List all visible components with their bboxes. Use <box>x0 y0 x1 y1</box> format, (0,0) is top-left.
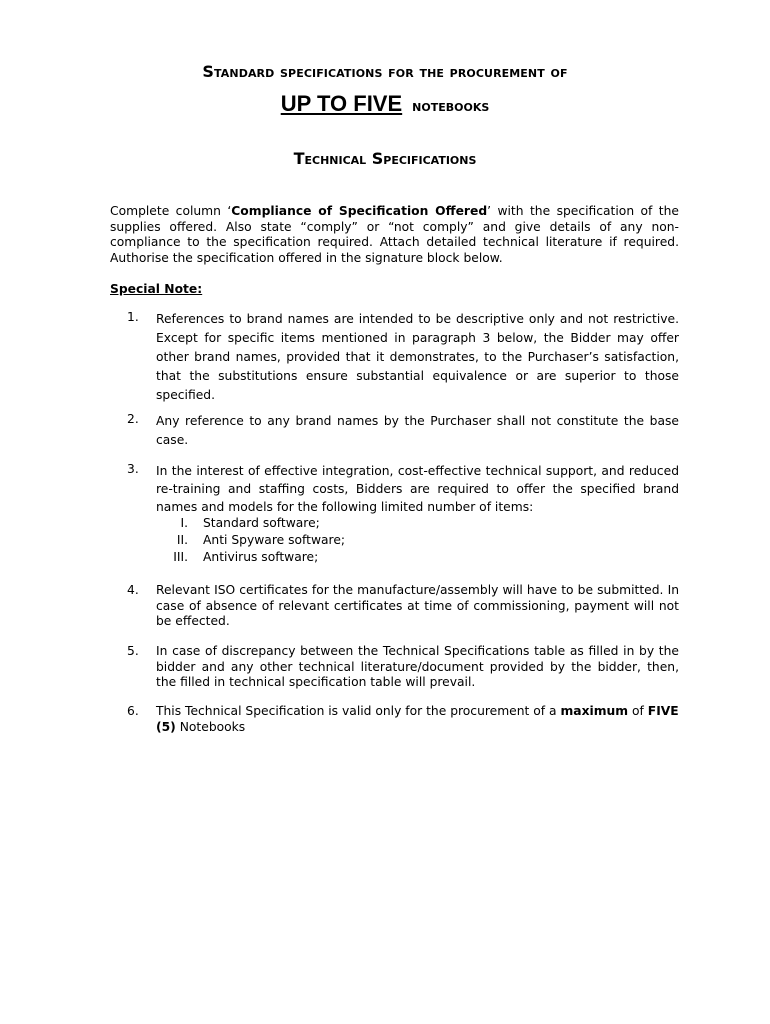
sub-item-number: III. <box>173 550 188 564</box>
sub-item-3 <box>156 550 679 567</box>
note-number: 4. <box>127 583 139 597</box>
section-title: Technical Specifications <box>293 149 477 168</box>
note-bold-quantity: FIVE (5) <box>156 704 679 734</box>
note-text: Any reference to any brand names by the Purchaser shall not constitute the base case. <box>156 414 679 447</box>
note-item-5 <box>110 644 679 691</box>
note-number: 2. <box>127 412 139 426</box>
note-text-start: This Technical Specification is valid only for the procurement of a <box>156 704 561 718</box>
note-number: 6. <box>127 704 139 718</box>
intro-text-rest: ’ with the specification of the supplies offered. Also state “comply” or “not comply” and give details of any non-compliance to the specification required. Attach detailed technical literature if required. Authorise the specification offered in the signature block below. <box>110 204 679 265</box>
sub-item-2 <box>156 533 679 550</box>
document-title: Standard specifications for the procurement of <box>202 62 568 81</box>
note-text: In the interest of effective integration, cost-effective technical support, and reduced re-training and staffing costs, Bidders are required to offer the specified brand names and models for the following limited number of items: <box>156 464 679 514</box>
special-note-heading: Special Note: <box>110 282 203 296</box>
note-number: 1. <box>127 310 139 324</box>
sub-item-1 <box>156 516 679 533</box>
intro-text-start: Complete column ‘ <box>110 204 232 218</box>
note-item-6 <box>110 704 679 735</box>
note-text: In case of discrepancy between the Technical Specifications table as filled in by the bidder and any other technical literature/document provided by the bidder, then, the filled in technical specification table will prevail. <box>156 644 679 690</box>
sub-item-text: Standard software; <box>203 516 320 530</box>
note-text: Relevant ISO certificates for the manufacture/assembly will have to be submitted. In case of absence of relevant certificates at time of commissioning, payment will not be effected. <box>156 583 679 629</box>
document-subtitle <box>0 91 770 116</box>
sub-item-number: I. <box>180 516 188 530</box>
note-text <box>156 704 679 735</box>
sub-item-text: Anti Spyware software; <box>203 533 346 547</box>
note-item-4 <box>110 583 679 630</box>
subtitle-item: notebooks <box>412 97 490 115</box>
intro-paragraph <box>110 204 679 266</box>
note-number: 3. <box>127 462 139 476</box>
note-bold-maximum: maximum <box>560 704 629 718</box>
note-text-mid: of <box>628 704 648 718</box>
note-text: References to brand names are intended to be descriptive only and not restrictive. Except for specific items mentioned in paragraph 3 below, the Bidder may offer other brand names, provided that it demonstrates, to the Purchaser’s satisfaction, that the substitutions ensure substantial equivalence or are superior to those specified. <box>156 312 679 402</box>
intro-bold-column-name: Compliance of Specification Offered <box>231 204 488 218</box>
sub-item-number: II. <box>176 533 188 547</box>
note-item-3 <box>110 462 679 567</box>
note-item-2 <box>110 412 679 450</box>
note-item-1 <box>110 310 679 405</box>
note-number: 5. <box>127 644 139 658</box>
note-text-end: Notebooks <box>175 719 246 734</box>
subtitle-quantity: UP TO FIVE <box>280 91 403 116</box>
sub-item-text: Antivirus software; <box>203 550 319 564</box>
